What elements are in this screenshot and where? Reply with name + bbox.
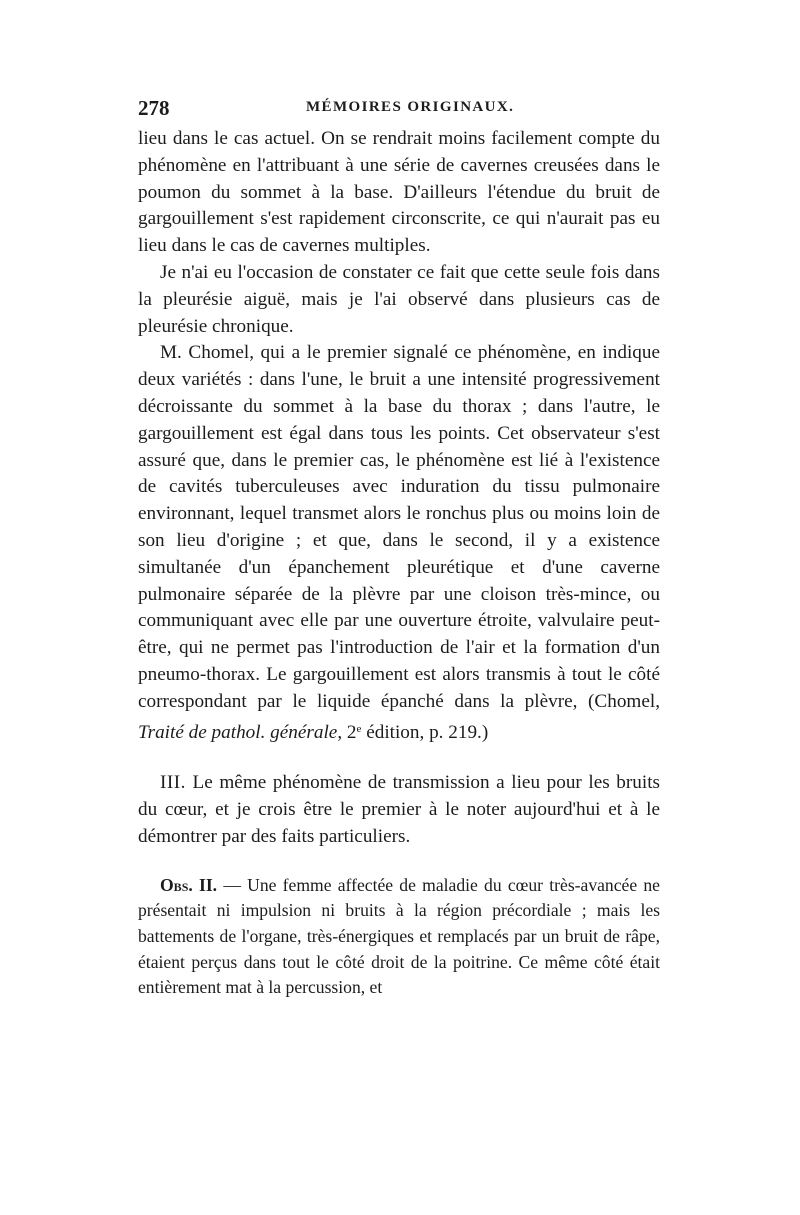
- observation-ii: [138, 873, 660, 1001]
- citation-title: Traité de pathol. générale: [138, 721, 338, 743]
- section-numeral: III.: [160, 772, 186, 794]
- book-page: [138, 96, 660, 1001]
- running-title: MÉMOIRES ORIGINAUX.: [306, 99, 515, 115]
- paragraph-continuation: lieu dans le cas actuel. On se rendrait moins facilement compte du phénomène en l'attribuant à une série de cavernes creusées dans le poumon du sommet à la base. D'ailleurs l'étendue du bruit de gargouillement s'est rapidement circonscrite, ce qui n'aurait pas eu lieu dans le cas de cavernes multiples.: [138, 128, 660, 257]
- paragraph-acute-pleurisy: Je n'ai eu l'occasion de constater ce fait que cette seule fois dans la pleurésie aiguë, mais je l'ai observé dans plusieurs cas de pleurésie chronique.: [138, 261, 660, 337]
- section-iii: [138, 770, 660, 850]
- observation-text: — Une femme affectée de maladie du cœur très-avancée ne présentait ni impulsion ni bruits à la région précordiale ; mais les battements de l'organe, très-énergiques et remplacés par un bruit de râpe, étaient perçus dans tout le côté droit de la poitrine. Ce même côté était entièrement mat à la percussion, et: [138, 874, 660, 998]
- observation-label: Obs. II.: [160, 874, 218, 895]
- chomel-text: M. Chomel, qui a le premier signalé ce phénomène, en indique deux variétés : dans l'une, le bruit a une intensité progressivement décroissante du sommet à la base du thorax ; dans l'autre, le gargouillement est égal dans tous les points. Cet observateur s'est assuré que, dans le premier cas, le phénomène est lié à l'existence de cavités tuberculeuses avec induration du tissu pulmonaire environnant, lequel transmet alors le ronchus plus ou moins loin de son lieu d'origine ; et que, dans le second, il y a existence simultanée d'un épanchement pleurétique et d'une caverne pulmonaire séparée de la plèvre par une cloison très-mince, ou communiquant avec elle par une ouverture étroite, valvulaire peut-être, qui ne permet pas l'introduction de l'air et la formation d'un pneumo-thorax. Le gargouillement est alors transmis à tout le côté correspondant par le liquide épanché dans la plèvre,: [138, 342, 660, 712]
- page-header: [138, 96, 660, 126]
- citation: (Chomel, Traité de pathol. générale, 2e édition, p. 219.): [138, 690, 660, 743]
- edition-superscript: e: [356, 722, 362, 735]
- body-text: [138, 126, 660, 1001]
- paragraph-chomel: [138, 340, 660, 746]
- section-text: Le même phénomène de transmission a lieu pour les bruits du cœur, et je crois être le premier à le noter aujourd'hui et à le démontrer par des faits particuliers.: [138, 772, 660, 847]
- page-number: 278: [138, 96, 170, 120]
